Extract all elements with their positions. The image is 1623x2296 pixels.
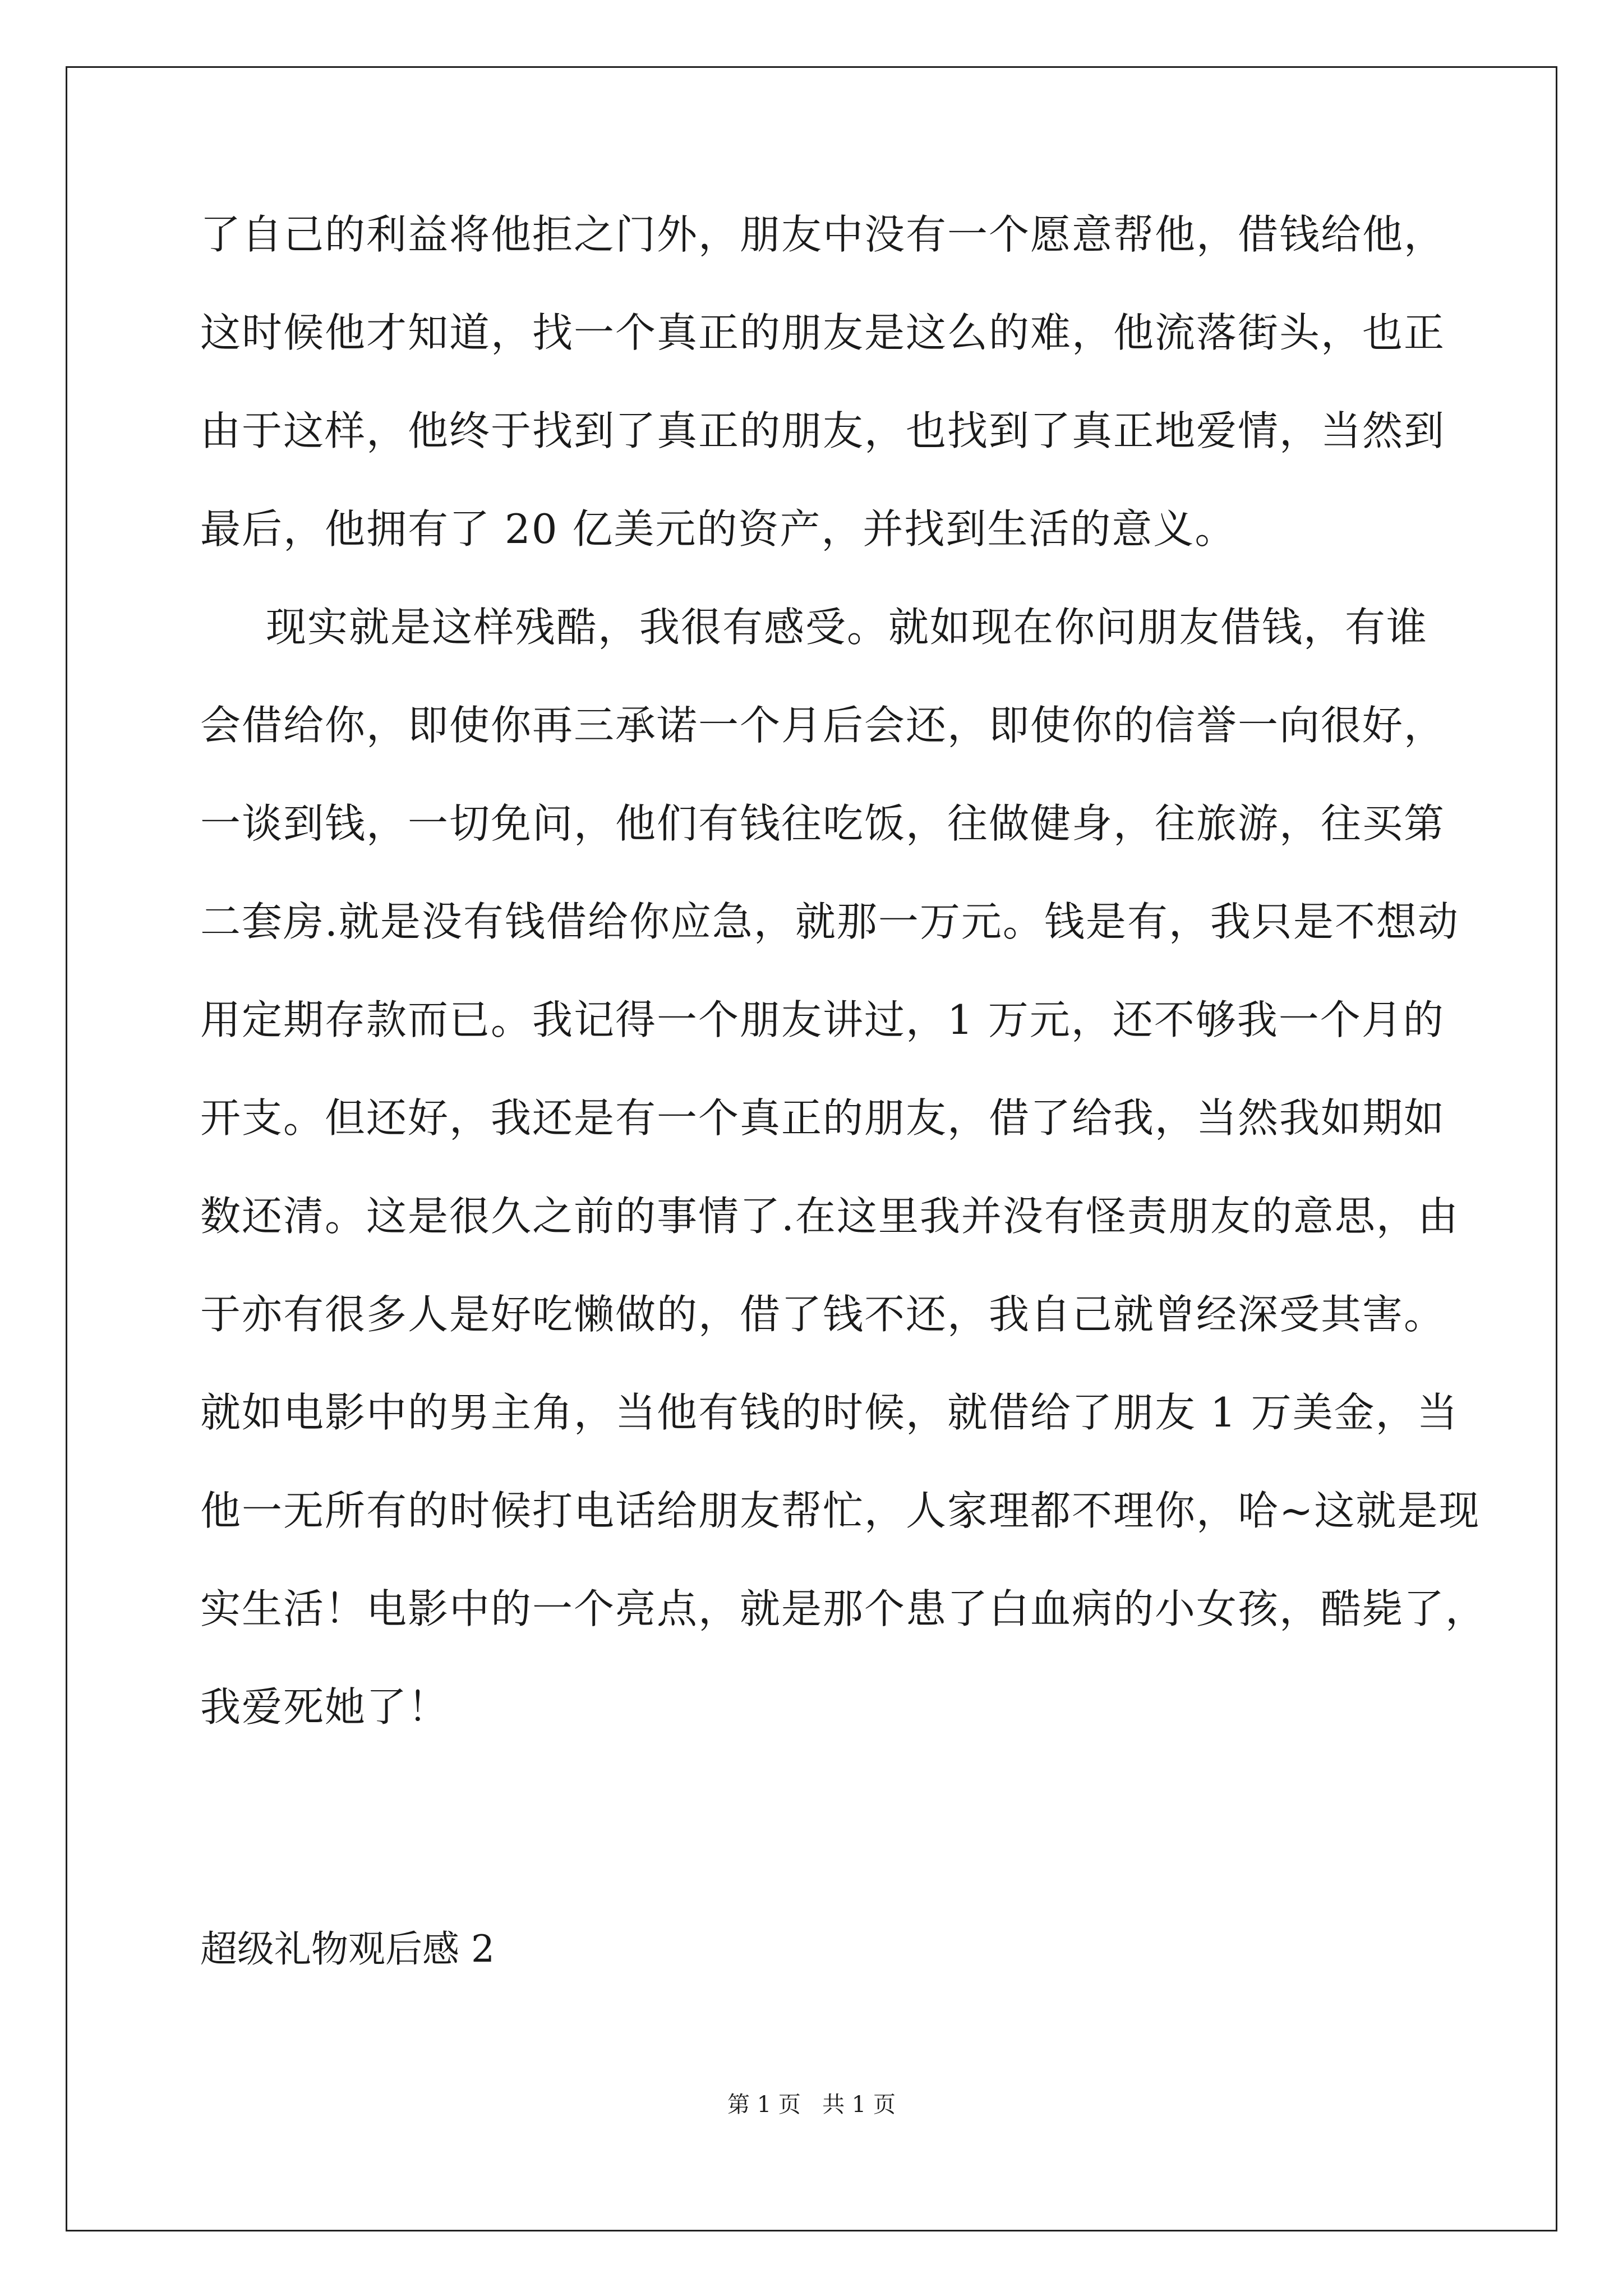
paragraph-start-line: 现实就是这样残酷，我很有感受。就如现在你问朋友借钱，有谁 [266, 604, 1428, 651]
text-line: 就如电影中的男主角，当他有钱的时候，就借给了朋友 1 万美金，当 [200, 1389, 1459, 1436]
text-line: 会借给你，即使你再三承诺一个月后会还，即使你的信誉一向很好， [200, 702, 1446, 749]
text-line: 了自己的利益将他拒之门外，朋友中没有一个愿意帮他，借钱给他， [200, 211, 1446, 258]
text-line: 数还清。这是很久之前的事情了.在这里我并没有怪责朋友的意思，由 [200, 1193, 1459, 1240]
text-line: 实生活！电影中的一个亮点，就是那个患了白血病的小女孩，酷毙了， [200, 1585, 1487, 1632]
text-line: 我爱死她了！ [200, 1683, 450, 1731]
text-line: 由于这样，他终于找到了真正的朋友，也找到了真正地爱情，当然到 [200, 407, 1446, 454]
text-line: 他一无所有的时候打电话给朋友帮忙，人家理都不理你，哈~这就是现 [200, 1487, 1481, 1534]
text-line: 最后，他拥有了 20 亿美元的资产，并找到生活的意义。 [200, 505, 1237, 553]
text-line: 一谈到钱，一切免问，他们有钱往吃饭，往做健身，往旅游，往买第 [200, 800, 1446, 847]
section-heading: 超级礼物观后感 2 [200, 1927, 495, 1971]
page-footer: 第 1 页 共 1 页 [727, 2092, 896, 2118]
text-line: 开支。但还好，我还是有一个真正的朋友，借了给我，当然我如期如 [200, 1094, 1446, 1142]
text-line: 于亦有很多人是好吃懒做的，借了钱不还，我自己就曾经深受其害。 [200, 1291, 1446, 1338]
page-border [66, 66, 1557, 2231]
text-line: 用定期存款而已。我记得一个朋友讲过，1 万元，还不够我一个月的 [200, 996, 1445, 1043]
text-line: 这时候他才知道，找一个真正的朋友是这么的难，他流落街头，也正 [200, 309, 1446, 356]
text-line: 二套房.就是没有钱借给你应急，就那一万元。钱是有，我只是不想动 [200, 898, 1459, 945]
